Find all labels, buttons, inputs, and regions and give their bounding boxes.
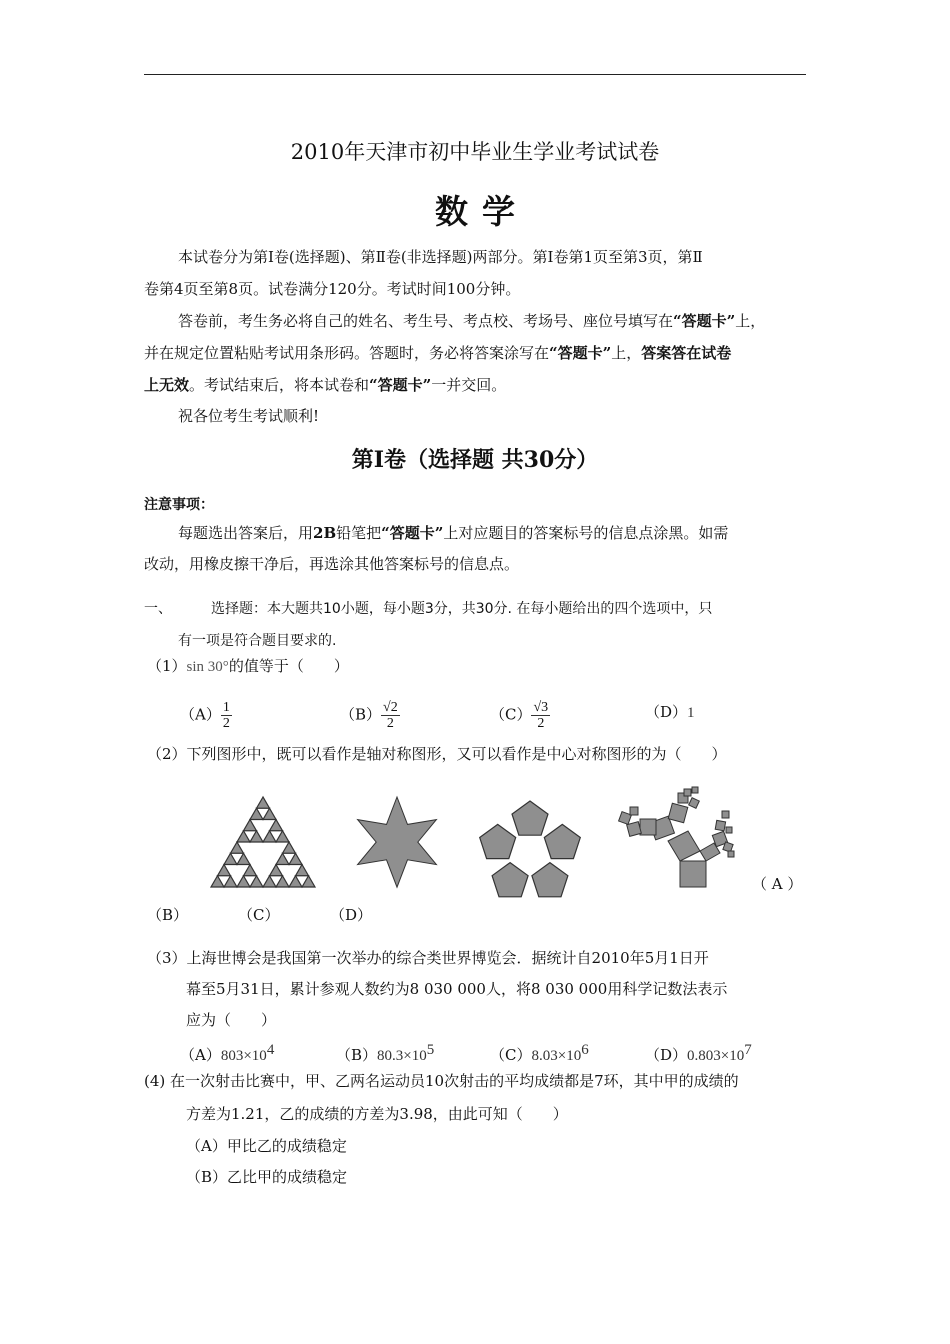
q1-option-b: （B） $\frac{√2}{2}$ — [340, 700, 398, 731]
exam-title: 2010年天津市初中毕业生学业考试试卷 — [290, 140, 660, 164]
notes-line-2: 改动，用橡皮擦干净后，再选涂其他答案标号的信息点。 — [144, 555, 520, 573]
q1-stem: （1）sin 30°的值等于（ ） — [147, 657, 349, 675]
notes-label: 注意事项： — [144, 497, 214, 513]
part-text-2: 有一项是符合题目要求的. — [178, 633, 337, 649]
section-title: 第Ⅰ卷（选择题 共30分） — [351, 447, 599, 473]
q3-line-2: 幕至5月31日，累计参观人数约为8 030 000人，将8 030 000用科学记数法表示 — [186, 980, 728, 998]
six-pointed-star-figure — [358, 797, 437, 887]
q2-figures — [200, 785, 760, 905]
q4-option-b: （B）乙比甲的成绩稳定 — [186, 1168, 348, 1186]
q3-line-3: 应为（ ） — [186, 1011, 277, 1029]
intro-line-6: 祝各位考生考试顺利! — [178, 407, 320, 425]
q4-line-2: 方差为1.21，乙的成绩的方差为3.98，由此可知（ ） — [186, 1105, 568, 1123]
intro-line-5: 上无效。考试结束后，将本试卷和“答题卡”一并交回。 — [144, 376, 507, 394]
q1-option-d: （D）1 — [645, 703, 695, 721]
intro-line-2: 卷第4页至第8页。试卷满分120分。考试时间100分钟。 — [144, 280, 521, 298]
part-number: 一、 — [144, 601, 172, 617]
q3-option-d: $(D)0.803\times 10^7$ — [645, 1042, 752, 1064]
part-text-1: 选择题：本大题共10小题，每小题3分，共30分. 在每小题给出的四个选项中，只 — [211, 601, 713, 617]
pentagon-ring-figure — [480, 801, 581, 897]
q3-option-b: $(B)80.3\times 10^5$ — [336, 1042, 435, 1064]
q3-option-c: $(C)8.03\times 10^6$ — [490, 1042, 589, 1064]
q1-option-a: （A） $\frac{1}{2}$ — [180, 700, 230, 731]
q2-option-c-label: （C） — [238, 906, 280, 924]
q3-line-1: （3）上海世博会是我国第一次举办的综合类世界博览会．据统计自2010年5月1日开 — [147, 949, 709, 967]
q2-option-b-label: （B） — [147, 906, 189, 924]
q2-option-a-label: （ A ） — [752, 875, 803, 893]
q2-option-d-label: （D） — [330, 906, 373, 924]
q1-option-c: （C） $\frac{√3}{2}$ — [490, 700, 549, 731]
intro-line-3: 答卷前，考生务必将自己的姓名、考生号、考点校、考场号、座位号填写在“答题卡”上， — [178, 312, 766, 330]
q3-option-a: $(A)803\times 10^4$ — [180, 1042, 275, 1064]
notes-line-1: 每题选出答案后，用2B铅笔把“答题卡”上对应题目的答案标号的信息点涂黑。如需 — [178, 524, 729, 542]
subject-title: 数学 — [435, 192, 529, 231]
intro-line-4: 并在规定位置粘贴考试用条形码。答题时，务必将答案涂写在“答题卡”上，答案答在试卷 — [144, 344, 732, 362]
q4-option-a: （A）甲比乙的成绩稳定 — [186, 1137, 347, 1155]
pythagoras-tree-figure — [619, 787, 734, 887]
header-rule — [144, 74, 806, 75]
sierpinski-triangle-figure — [211, 797, 315, 887]
intro-line-1: 本试卷分为第Ⅰ卷(选择题)、第Ⅱ卷(非选择题)两部分。第Ⅰ卷第1页至第3页，第Ⅱ — [178, 248, 703, 266]
q4-line-1: (4) 在一次射击比赛中，甲、乙两名运动员10次射击的平均成绩都是7环，其中甲的成绩的 — [144, 1072, 739, 1090]
q2-stem: （2）下列图形中，既可以看作是轴对称图形，又可以看作是中心对称图形的为（ ） — [147, 745, 727, 763]
